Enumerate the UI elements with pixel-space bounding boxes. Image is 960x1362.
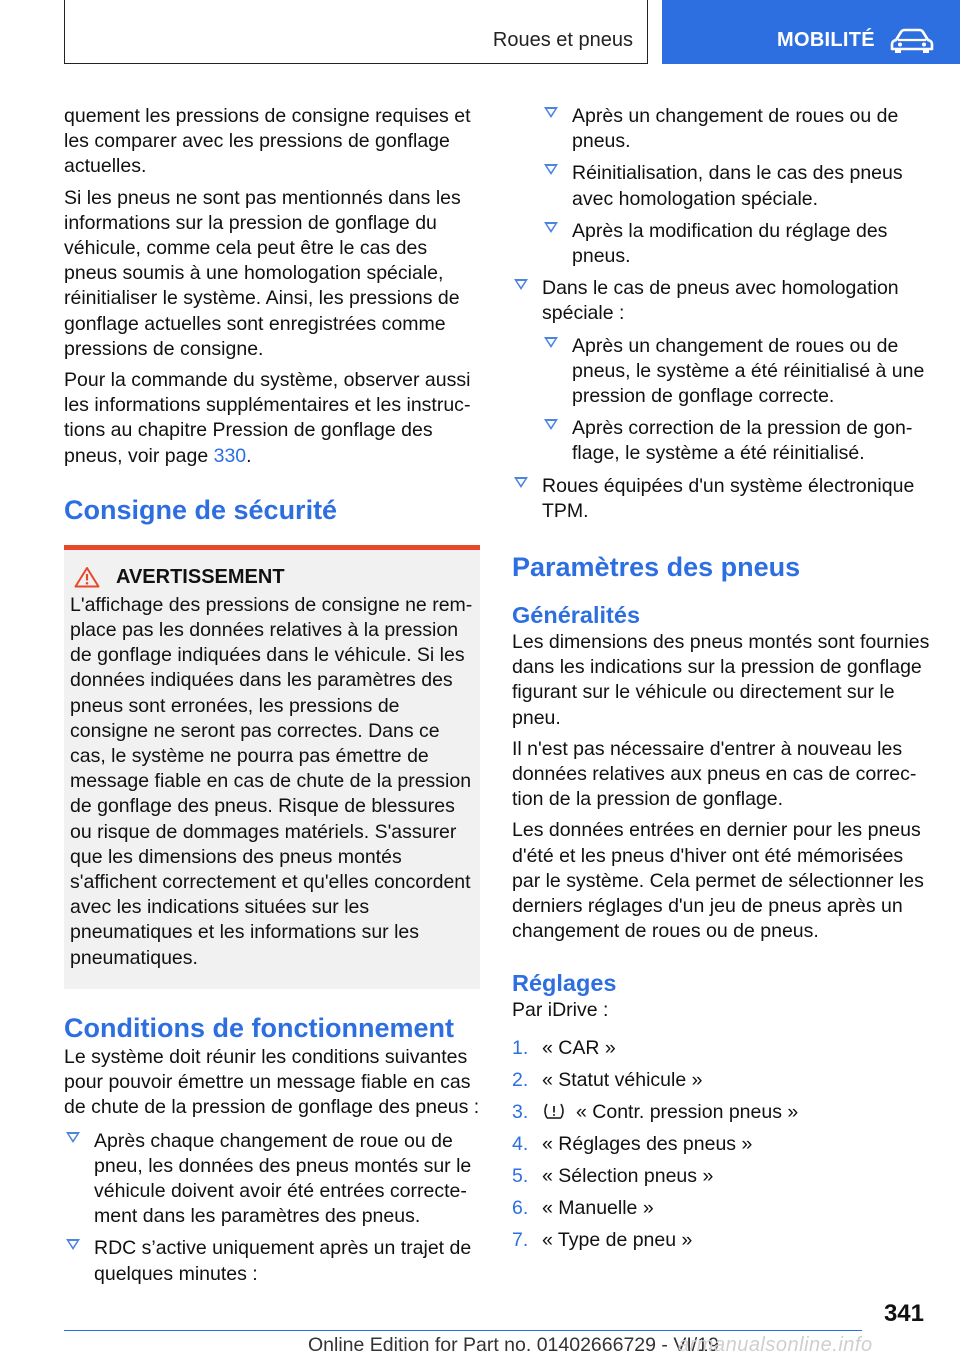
- list-item-text: Après un changement de roues ou de pneus.: [572, 105, 899, 153]
- bullet-triangle-icon: [544, 419, 558, 430]
- step-item: [512, 1068, 930, 1093]
- paragraph-text: Pour la commande du système, observer aussi les informations supplémentaires et les instructions au chapitre Pression de gonflage des pneus, voir page: [64, 369, 471, 467]
- step-item: [512, 1164, 930, 1189]
- warning-title: [70, 566, 474, 589]
- right-column: [512, 104, 930, 1260]
- warning-box: [64, 545, 480, 989]
- list-item-text: Après la modification du réglage des pneus.: [572, 219, 888, 268]
- step-number: 2.: [512, 1068, 529, 1091]
- settings-steps: [512, 1036, 930, 1253]
- page-number: 341: [883, 1300, 924, 1327]
- paragraph: quement les pressions de consigne requises et les comparer avec les pressions de gonflage actuelles.: [64, 105, 471, 178]
- bullet-triangle-icon: [544, 164, 558, 175]
- paragraph-end: .: [246, 444, 252, 467]
- list-item-text: Dans le cas de pneus avec homologation spéciale :: [542, 277, 899, 325]
- conditions-intro: Le système doit réunir les conditions suivantes pour pouvoir émettre un message fiable en cas de chute de la pression de gonflage des pneus :: [64, 1045, 480, 1119]
- step-item: [512, 1036, 930, 1061]
- list-item: [542, 161, 930, 211]
- list-item-text: Réinitialisation, dans le cas des pneus avec homologation spéciale.: [572, 162, 903, 210]
- step-text: « Manuelle »: [542, 1196, 654, 1219]
- general-heading: Généralités: [512, 602, 641, 629]
- step-number: 1.: [512, 1036, 529, 1059]
- step-number: 4.: [512, 1132, 529, 1155]
- list-item: [542, 104, 930, 154]
- chapter-tab-label: MOBILITÉ: [777, 29, 875, 51]
- conditions-list: [64, 1129, 480, 1287]
- step-number: 7.: [512, 1228, 529, 1251]
- step-number: 5.: [512, 1164, 529, 1187]
- list-item-text: Roues équipées d'un système électronique TPM.: [542, 474, 915, 522]
- bullet-triangle-icon: [514, 477, 528, 488]
- list-item: [64, 1236, 480, 1286]
- section-title: Roues et pneus: [492, 29, 633, 51]
- bullet-triangle-icon: [544, 107, 558, 118]
- step-text: « CAR »: [542, 1036, 616, 1059]
- watermark: armanualsonline.info: [678, 1334, 873, 1356]
- step-text: « Sélection pneus »: [542, 1164, 714, 1187]
- chapter-tab[interactable]: [662, 0, 960, 64]
- conditions-heading: Conditions de fonctionnement: [64, 1012, 454, 1043]
- step-text: « Réglages des pneus »: [542, 1132, 753, 1155]
- warning-title-text: AVERTISSEMENT: [116, 565, 285, 588]
- bullet-triangle-icon: [514, 279, 528, 290]
- tire-pressure-icon: [542, 1101, 566, 1121]
- sub-list-a: [512, 104, 930, 269]
- list-item: [542, 334, 930, 410]
- paragraph: Si les pneus ne sont pas mentionnés dans les informations sur la pression de gonflage du véhicule, comme cela peut être le cas des pneus soumis à une homologation spéciale, réinitialiser le système. Ainsi, les pressions de gonflage actuelles sont enregistrées comme pressions de consigne.: [64, 186, 461, 360]
- paragraph: Les dimensions des pneus montés sont fournies dans les indications sur la pression de gonflage figurant sur le véhicule ou directement sur le pneu.: [512, 631, 930, 729]
- list-item-text: Après un changement de roues ou de pneus, le système a été réinitialisé à une pression de gonflage correcte.: [572, 334, 925, 408]
- list-item: [542, 416, 930, 466]
- bullet-triangle-icon: [544, 337, 558, 348]
- step-number: 6.: [512, 1196, 529, 1219]
- edition-note: Online Edition for Part no. 01402666729 - VI/19: [308, 1334, 719, 1356]
- step-number: 3.: [512, 1100, 529, 1123]
- paragraph: Il n'est pas nécessaire d'entrer à nouveau les données relatives aux pneus en cas de correction de la pression de gonflage.: [512, 737, 917, 811]
- list-item-text: Après chaque changement de roue ou de pneu, les données des pneus montés sur le véhicule doivent avoir été entrées correctement dans les paramètres des pneus.: [94, 1129, 472, 1228]
- list-item: [64, 1129, 480, 1230]
- bullet-triangle-icon: [66, 1239, 80, 1250]
- sub-list-b: [542, 334, 930, 467]
- step-text: « Contr. pression pneus »: [576, 1100, 799, 1123]
- list-item: [512, 276, 930, 466]
- bullet-triangle-icon: [544, 222, 558, 233]
- conditions-list-continued: [512, 276, 930, 524]
- list-item: [512, 474, 930, 524]
- safety-heading: Consigne de sécurité: [64, 494, 338, 525]
- car-icon: [890, 28, 934, 54]
- step-text: « Type de pneu »: [542, 1228, 693, 1251]
- list-item-text: Après correction de la pression de gonflage, le système a été réinitialisé.: [572, 417, 913, 465]
- header-section-box: [64, 0, 648, 64]
- step-item: [512, 1100, 930, 1125]
- paragraph: Les données entrées en dernier pour les pneus d'été et les pneus d'hiver ont été mémorisées par le système. Cela permet de sélectionner les derniers réglages d'un jeu de pneus après un changement de roues ou de pneus.: [512, 819, 924, 943]
- footer-divider: [64, 1330, 862, 1331]
- step-item: [512, 1132, 930, 1157]
- list-item: [542, 219, 930, 269]
- params-heading: Paramètres des pneus: [512, 552, 801, 583]
- settings-heading: Réglages: [512, 970, 617, 997]
- settings-intro: Par iDrive :: [512, 999, 609, 1022]
- page-link[interactable]: 330: [213, 444, 247, 467]
- step-item: [512, 1196, 930, 1221]
- paragraph-with-link: [64, 368, 480, 469]
- step-text: « Statut véhicule »: [542, 1068, 703, 1091]
- bullet-triangle-icon: [66, 1132, 80, 1143]
- left-column: [64, 104, 480, 1294]
- list-item-text: RDC s’active uniquement après un trajet de quelques minutes :: [94, 1237, 472, 1285]
- warning-triangle-icon: [74, 566, 100, 588]
- step-item: [512, 1228, 930, 1253]
- warning-text: L'affichage des pressions de consigne ne remplace pas les données relatives à la pression de gonflage indiquées dans le véhicule. Si les données indiquées dans les paramètres des pneus sont erronées, les pressions de consigne ne seront pas correctes. Dans ce cas, le système ne pourra pas émettre de message fiable en cas de chute de la pression de gonflage des pneus. Risque de blessures ou risque de dommages matériels. S'assurer que les dimensions des pneus montés s'affichent correctement et qu'elles concordent avec les indications situées sur les pneumatiques et les informations sur les pneumatiques.: [70, 593, 473, 969]
